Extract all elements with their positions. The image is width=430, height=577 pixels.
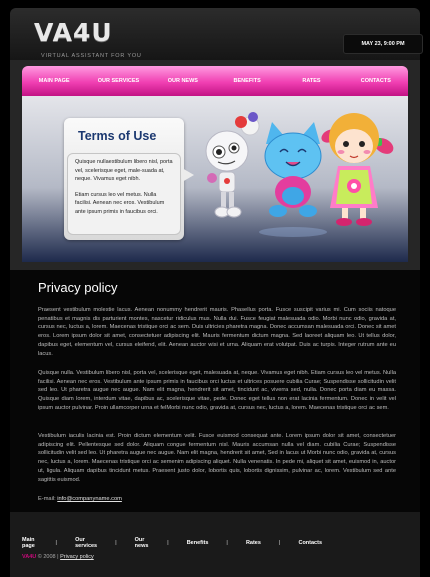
footer-link-our-news[interactable]: Our news: [134, 537, 149, 549]
footer-separator: |: [115, 540, 117, 546]
doll-character-icon: [319, 113, 396, 226]
nav-contacts[interactable]: CONTACTS: [360, 78, 391, 84]
privacy-policy-link[interactable]: Privacy policy: [60, 554, 94, 560]
footer-nav: [22, 537, 322, 549]
robot-character-icon: [206, 112, 259, 217]
header: [10, 8, 420, 60]
footer-separator: |: [167, 540, 169, 546]
nav-our-news[interactable]: OUR NEWS: [167, 78, 198, 84]
terms-text-2: Etiam cursus leo vel metus. Nulla facilisi. Aenean nec eros. Vestibulum ante ipsum primis in faucibus orci.: [75, 191, 165, 215]
paragraph-1: Praesent vestibulum molestie lacus. Aenean nonummy hendrerit mauris. Phasellus porta. Fusce suscipit varius mi. Cum sociis natoque penatibus et magnis dis parturient montes, nascetur ridiculus mus. Nulla dui. Fusce feugiat malesuada odio. Morbi nunc odio, gravida at, cursus nec, luctus a, lorem. Maecenas tristique orci ac sem. Duis ultricies pharetra magna. Donec accumsan malesuada orci. Donec sit amet eros. Lorem ipsum dolor sit amet, consectetuer adipiscing elit. Mauris fermentum dictum magna. Sed laoreet aliquam leo. Ut tellus dolor, dapibus eget, elementum vel, cursus eleifend, elit. Aenean auctor wisi et urna. Aliquam erat volutpat. Duis ac turpis. Integer rutrum ante eu lacus.: [38, 307, 396, 357]
footer-separator: |: [55, 540, 58, 546]
paragraph-2: Quisque nulla. Vestibulum libero nisl, porta vel, scelerisque eget, malesuada at, neque. Vivamus eget nibh. Etiam cursus leo vel metus. Nulla facilisi. Aenean nec eros. Vestibulum ante ipsum primis in faucibus orci luctus et ultrices posuere cubilia Curae; Suspendisse sollicitudin velit sed leo. Ut pharetra augue nec augue. Nam elit magna, hendrerit sit amet, tincidunt ac, viverra sed, nulla. Donec porta diam eu massa. Quisque diam lorem, interdum vitae, dapibus ac, scelerisque vitae, pede. Donec eget tellus non erat lacinia fermentum. Donec in velit vel ipsum auctor pulvinar. Proin ullamcorper urna et felMorbi nunc odio, gravida at, cursus nec, luctus a, lorem. Maecenas tristique orci ac sem.: [38, 370, 396, 411]
footer-separator: |: [226, 540, 228, 546]
nav-rates[interactable]: RATES: [302, 78, 321, 84]
footer-link-rates[interactable]: Rates: [245, 540, 261, 546]
date-display: MAY 23, 9:00 PM: [343, 34, 423, 54]
email-link[interactable]: info@companyname.com: [57, 496, 122, 502]
email-line: [38, 496, 122, 502]
footer-link-our-services[interactable]: Our services: [75, 537, 98, 549]
cat-character-icon: [259, 122, 327, 237]
logo[interactable]: VA4U: [34, 18, 113, 47]
footer-link-contacts[interactable]: Contacts: [298, 540, 322, 546]
footer-link-main-page[interactable]: Main page: [22, 537, 35, 549]
terms-text-1: Quisque nullaestibulum libero nisl, porta vel, scelerisque eget, male-suada at, neque. Vivamus eget nibh.: [75, 159, 173, 183]
nav-main-page[interactable]: MAIN PAGE: [38, 78, 70, 84]
footer-separator: |: [278, 540, 281, 546]
copyright-text: © 2008: [37, 554, 56, 560]
copyright-separator: |: [57, 554, 59, 560]
terms-title: Terms of Use: [78, 129, 157, 143]
page-title: Privacy policy: [38, 280, 118, 295]
footer-link-benefits[interactable]: Benefits: [186, 540, 209, 546]
copyright: [22, 554, 94, 560]
nav-benefits[interactable]: BENEFITS: [233, 78, 261, 84]
footer-brand: VA4U: [22, 554, 37, 560]
nav-our-services[interactable]: OUR SERVICES: [97, 78, 140, 84]
paragraph-3: Vestibulum iaculis lacinia est. Proin dictum elementum velit. Fusce euismod consequat ante. Lorem ipsum dolor sit amet, consectetuer adipiscing elit. Pellentesque sed dolor. Aliquam congue fermentum nisl. Mauris accumsan nulla vel diam. cubilia Curae; Suspendisse sollicitudin velit sed leo. Ut pharetra augue nec augue. Nam elit magna, hendrerit sit amet, Sed in lacus ut Morbi nunc odio, gravida at, cursus nec, luctus a, lorem. Maecenas tristique orci ac semenim adipiscing aliquet. Nulla venenatis. In pede mi, aliquet sit amet, euismod in, auctor ut, ligula. Aliquam dapibus tincidunt metus. Praesent justo dolor, lobortis quis, lobortis dignissim, pulvinar ac, lorem. Vestibulum sed ante sagittis euismod.: [38, 433, 396, 483]
banner: [22, 96, 408, 262]
email-label: E-mail:: [38, 496, 56, 502]
tagline: VIRTUAL ASSISTANT FOR YOU: [41, 53, 142, 59]
main-nav: [22, 66, 408, 96]
characters-illustration: [22, 96, 408, 262]
